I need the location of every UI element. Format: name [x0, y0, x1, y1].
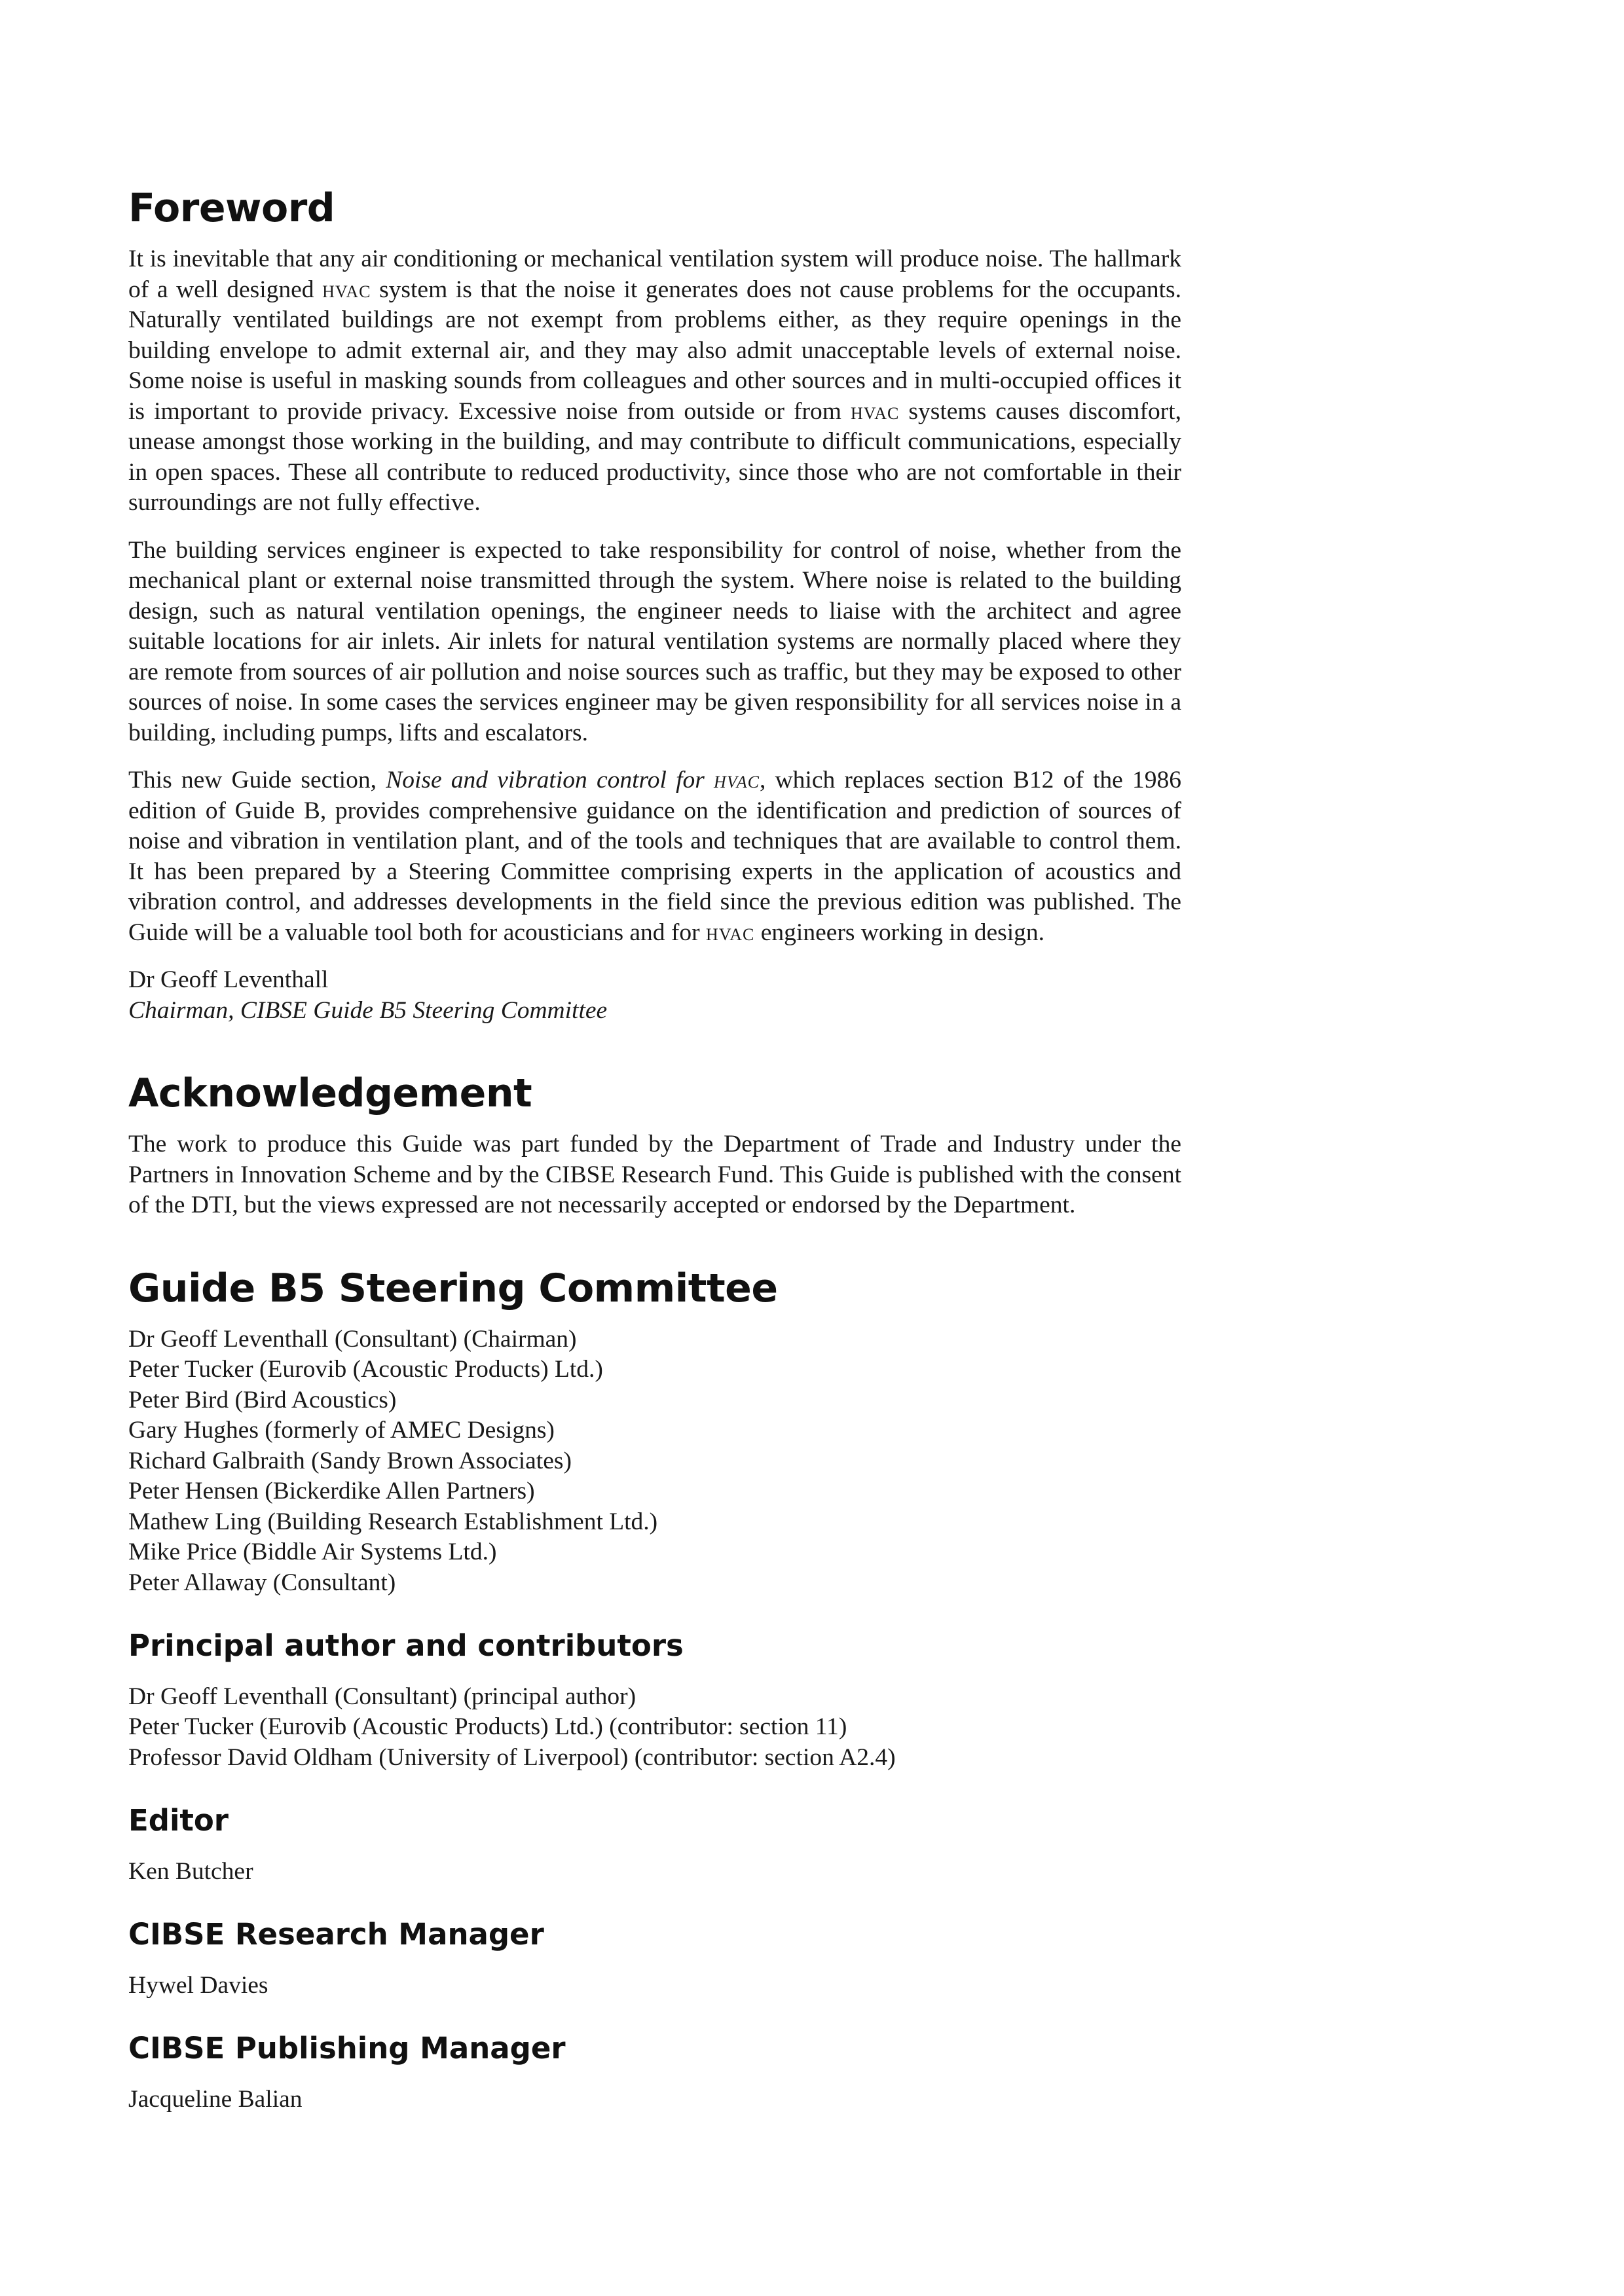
research-manager-heading: CIBSE Research Manager — [128, 1917, 544, 1952]
acknowledgement-heading: Acknowledgement — [128, 1070, 532, 1116]
list-item: Peter Hensen (Bickerdike Allen Partners) — [128, 1478, 535, 1504]
acknowledgement-section — [128, 1072, 1181, 1221]
signatory-role: Chairman, CIBSE Guide B5 Steering Committee — [128, 996, 608, 1024]
hvac-abbreviation: hvac — [322, 276, 371, 303]
publishing-manager-heading: CIBSE Publishing Manager — [128, 2031, 566, 2066]
list-item: Mike Price (Biddle Air Systems Ltd.) — [128, 1539, 497, 1565]
foreword-p1-part-b: system is that the noise it generates does not cause problems for the occupants. Naturally ventilated buildings are not exempt from problems either, as they require openings in the building envelope to admit external air, and they may also admit unacceptable levels of external noise. Some noise is useful in masking sounds from colleagues and other sources and in multi-occupied offices it is important to provide privacy. Excessive noise from outside or from — [128, 276, 1181, 425]
guide-title — [386, 767, 760, 793]
steering-committee-heading: Guide B5 Steering Committee — [128, 1265, 778, 1311]
list-item: Peter Tucker (Eurovib (Acoustic Products) Ltd.) (contributor: section 11) — [128, 1713, 847, 1740]
list-item: Dr Geoff Leventhall (Consultant) (Chairman) — [128, 1325, 577, 1353]
foreword-paragraph-1 — [128, 244, 1181, 519]
acknowledgement-paragraph: The work to produce this Guide was part funded by the Department of Trade and Industry under the Partners in Innovation Scheme and by the CIBSE Research Fund. This Guide is published with the consent of the DTI, but the views expressed are not necessarily accepted or endorsed by the Department. — [128, 1131, 1181, 1218]
editor-heading: Editor — [128, 1803, 229, 1838]
list-item: Mathew Ling (Building Research Establishment Ltd.) — [128, 1508, 658, 1535]
steering-committee-list — [128, 1324, 1181, 1599]
foreword-paragraph-2: The building services engineer is expected to take responsibility for control of noise, whether from the mechanical plant or external noise transmitted through the system. Where noise is related to the building design, such as natural ventilation openings, the engineer needs to liaise with the architect and agree suitable locations for air inlets. Air inlets for natural ventilation systems are normally placed where they are remote from sources of air pollution and noise sources such as traffic, but they may be exposed to other sources of noise. In some cases the services engineer may be given responsibility for all services noise in a building, including pumps, lifts and escalators. — [128, 536, 1181, 746]
foreword-paragraph-3 — [128, 765, 1181, 948]
guide-title-text: Noise and vibration control for — [386, 767, 714, 793]
foreword-p1-part-a: It is inevitable that any air conditioning or mechanical ventilation system will produce noise. The hallmark of a well designed — [128, 246, 1181, 303]
foreword-heading: Foreword — [128, 185, 335, 231]
list-item: Dr Geoff Leventhall (Consultant) (principal author) — [128, 1683, 637, 1710]
editor-name: Ken Butcher — [128, 1857, 253, 1885]
list-item: Gary Hughes (formerly of AMEC Designs) — [128, 1417, 555, 1444]
contributors-section — [128, 1630, 1181, 1773]
foreword-p3-part-b: , which replaces section B12 of the 1986 edition of Guide B, provides comprehensive guidance on the identification and prediction of sources of noise and vibration in ventilation plant, and of the tools and techniques that are available to control them. It has been prepared by a Steering Committee comprising experts in the application of acoustics and vibration control, and addresses developments in the field since the previous edition was published. The Guide will be a valuable tool both for acousticians and for — [128, 767, 1182, 946]
list-item: Peter Allaway (Consultant) — [128, 1569, 396, 1596]
publishing-manager-name: Jacqueline Balian — [128, 2085, 303, 2113]
contributors-list — [128, 1682, 1181, 1774]
publishing-manager-section — [128, 2032, 1181, 2115]
list-item: Professor David Oldham (University of Liverpool) (contributor: section A2.4) — [128, 1743, 896, 1771]
signatory-name: Dr Geoff Leventhall — [128, 966, 329, 993]
document-page — [128, 187, 1181, 2146]
foreword-p3-part-a: This new Guide section, — [128, 767, 386, 793]
list-item: Richard Galbraith (Sandy Brown Associates) — [128, 1447, 572, 1474]
hvac-abbreviation: hvac — [706, 919, 755, 946]
hvac-abbreviation: hvac — [714, 767, 760, 793]
hvac-abbreviation: hvac — [851, 397, 900, 425]
research-manager-section — [128, 1918, 1181, 2001]
research-manager-name: Hywel Davies — [128, 1971, 268, 1999]
editor-section — [128, 1804, 1181, 1887]
list-item: Peter Bird (Bird Acoustics) — [128, 1386, 397, 1413]
contributors-heading: Principal author and contributors — [128, 1628, 684, 1663]
foreword-p1-part-c: systems causes discomfort, unease amongst those working in the building, and may contribute to difficult communications, especially in open spaces. These all contribute to reduced productivity, since those who are not comfortable in their surroundings are not fully effective. — [128, 397, 1181, 516]
steering-committee-section — [128, 1267, 1181, 1599]
foreword-p3-part-c: engineers working in design. — [754, 919, 1044, 946]
list-item: Peter Tucker (Eurovib (Acoustic Products) Ltd.) — [128, 1356, 603, 1383]
foreword-signature — [128, 965, 1181, 1026]
foreword-section — [128, 187, 1181, 1026]
